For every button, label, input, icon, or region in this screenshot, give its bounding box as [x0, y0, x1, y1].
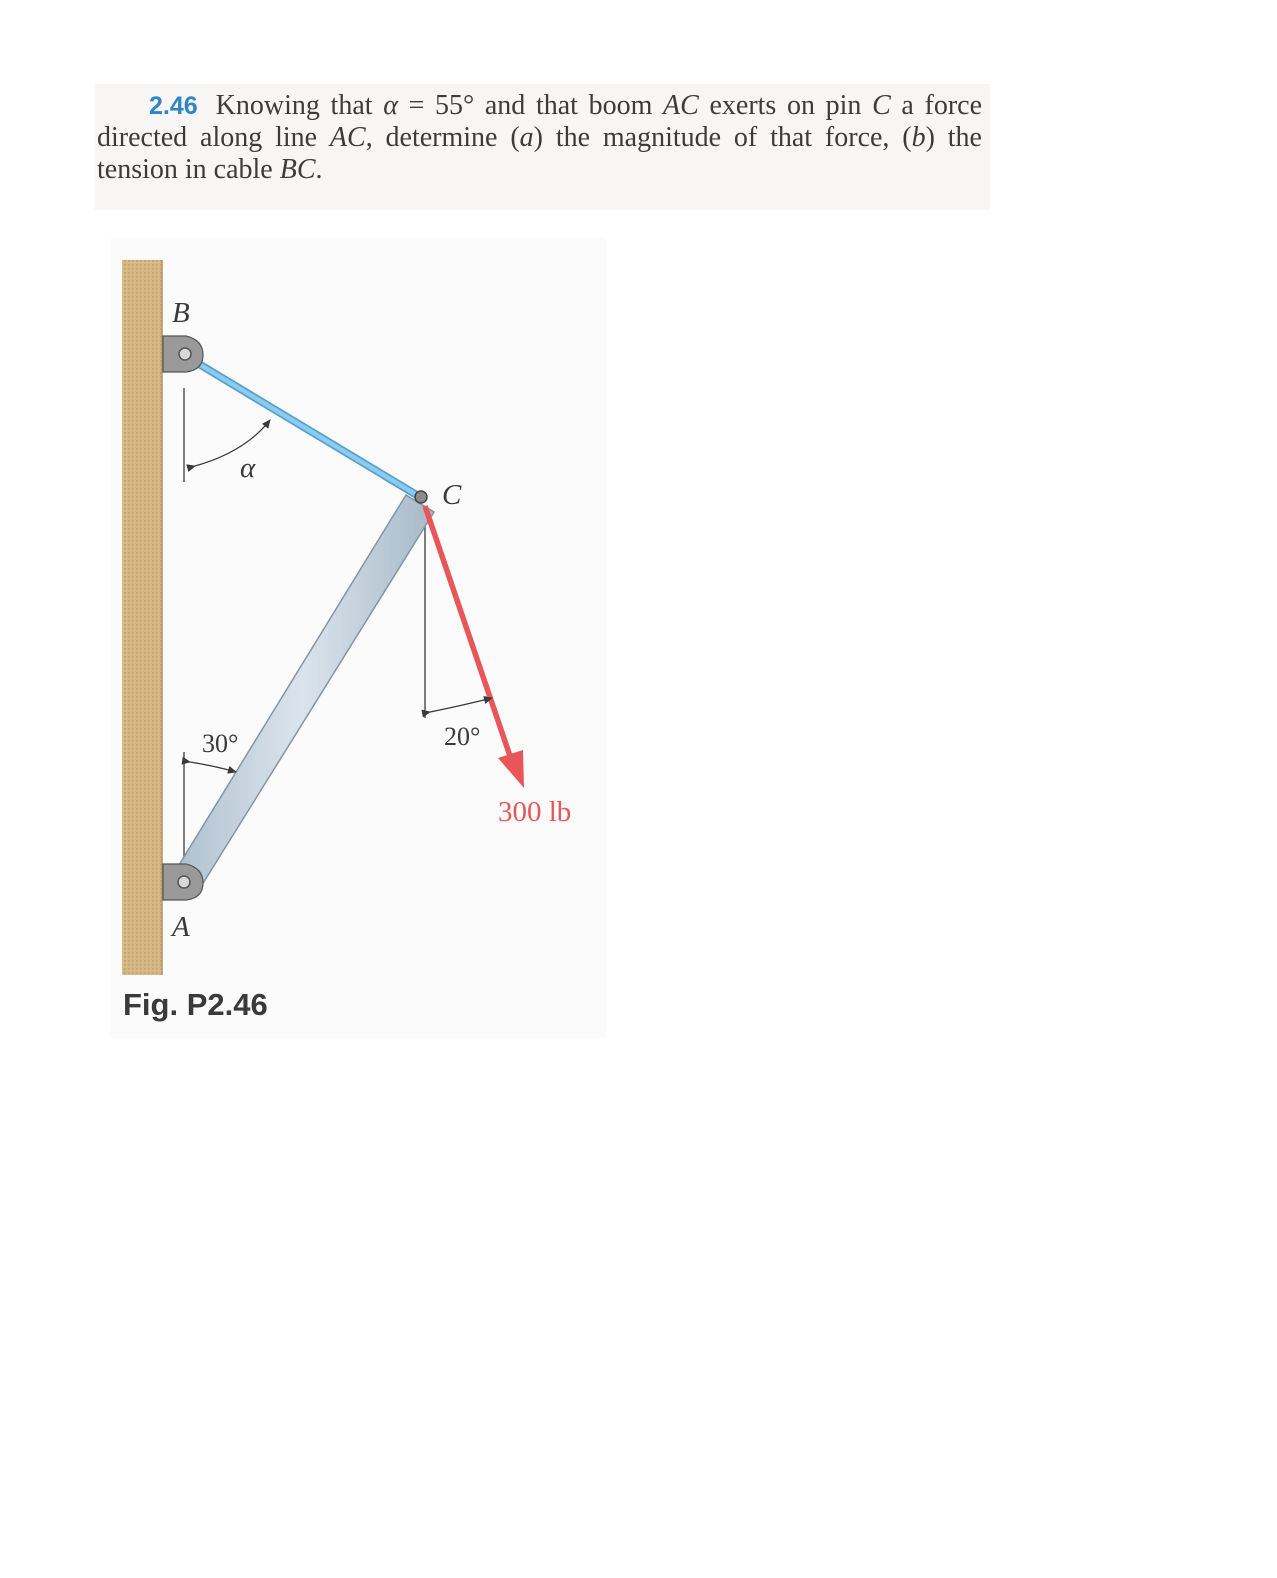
- alpha-symbol: α: [383, 90, 398, 121]
- cable-bc-ref: BC: [279, 154, 316, 185]
- problem-text-3: exerts on pin: [698, 90, 873, 121]
- label-c: C: [442, 479, 462, 511]
- line-ac-ref: AC: [329, 122, 366, 153]
- cable-bc: [184, 355, 420, 497]
- angle-20-arc: [430, 698, 492, 712]
- bracket-a: [163, 864, 203, 900]
- problem-number: 2.46: [149, 92, 198, 120]
- problem-text-4: a force directed along line: [97, 90, 983, 153]
- wall: [122, 260, 162, 975]
- angle-30-arc: [190, 762, 236, 772]
- bracket-b: [163, 336, 203, 372]
- problem-text-5: , determine (: [365, 122, 520, 153]
- label-angle-30: 30°: [202, 729, 239, 758]
- label-force: 300 lb: [498, 796, 572, 828]
- problem-text-8: .: [315, 154, 323, 185]
- label-angle-20: 20°: [444, 722, 481, 751]
- figure-caption: Fig. P2.46: [123, 987, 268, 1022]
- problem-text-6: ) the magnitude of that force, (: [533, 122, 912, 153]
- label-alpha: α: [240, 452, 256, 484]
- label-b: B: [172, 297, 190, 329]
- alpha-arc: [195, 420, 270, 466]
- boom-ac: [171, 495, 434, 893]
- part-b: b: [911, 122, 926, 153]
- problem-text-7: ) the tension in cable: [97, 122, 982, 185]
- problem-text-1: Knowing that: [215, 90, 384, 121]
- pin-c: [415, 491, 427, 503]
- problem-text-2: = 55° and that boom: [397, 90, 664, 121]
- part-a: a: [519, 122, 534, 153]
- member-ac-ref: AC: [663, 90, 699, 121]
- pin-c-ref: C: [872, 90, 891, 121]
- label-a: A: [172, 911, 190, 943]
